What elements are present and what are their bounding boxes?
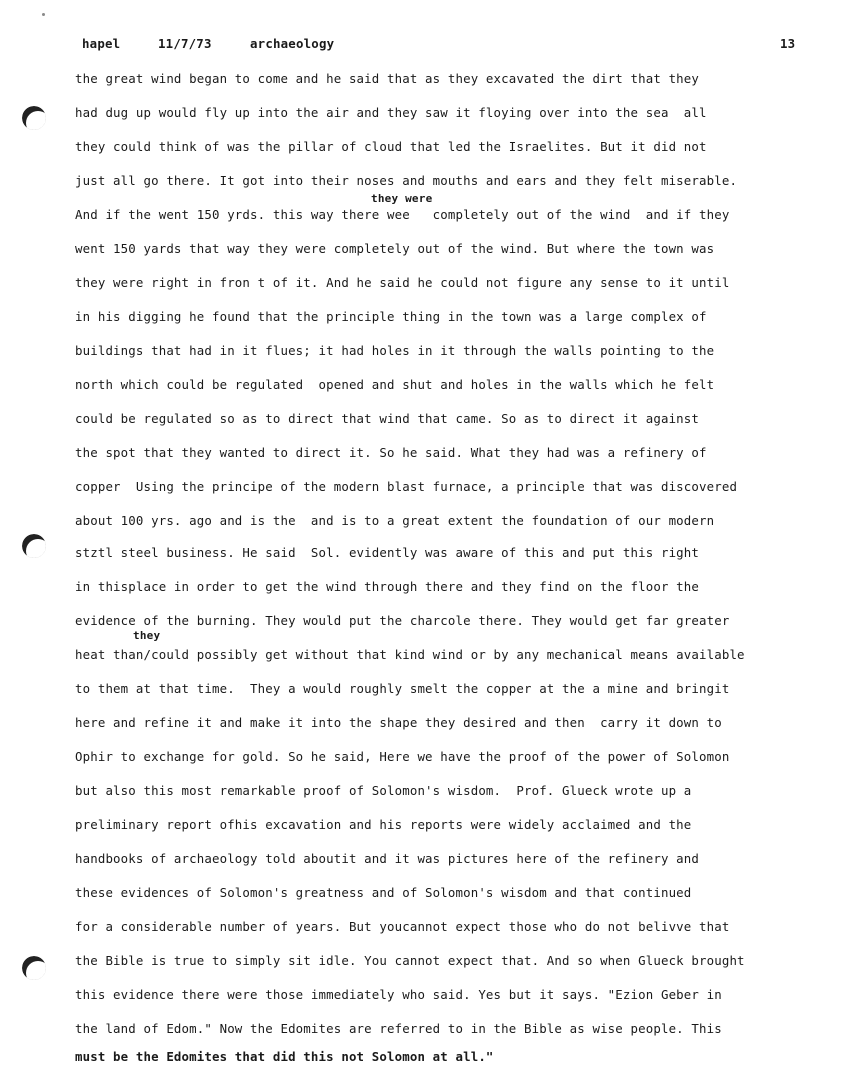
header-subject: archaeology: [250, 36, 335, 51]
header-date: 11/7/73: [158, 36, 212, 51]
text-line: could be regulated so as to direct that wind that came. So as to direct it against: [75, 411, 700, 426]
paper-speck: [42, 13, 45, 16]
text-line: north which could be regulated opened and shut and holes in the walls which he felt: [75, 377, 715, 392]
binder-hole: [22, 106, 46, 130]
interlinear-insertion: they were: [371, 192, 433, 205]
text-line: must be the Edomites that did this not Solomon at all.": [75, 1049, 494, 1064]
text-line: about 100 yrs. ago and is the and is to a great extent the foundation of our modern: [75, 513, 715, 528]
page-number: 13: [780, 36, 796, 51]
text-line: to them at that time. They a would roughly smelt the copper at the a mine and bringit: [75, 681, 730, 696]
text-line: And if the went 150 yrds. this way there wee completely out of the wind and if they: [75, 207, 730, 222]
header-speaker: hapel: [82, 36, 121, 51]
text-line: the great wind began to come and he said that as they excavated the dirt that they: [75, 71, 700, 86]
text-line: the land of Edom." Now the Edomites are referred to in the Bible as wise people. This: [75, 1021, 722, 1036]
text-line: this evidence there were those immediately who said. Yes but it says. "Ezion Geber in: [75, 987, 722, 1002]
text-line: but also this most remarkable proof of Solomon's wisdom. Prof. Glueck wrote up a: [75, 783, 692, 798]
text-line: preliminary report ofhis excavation and his reports were widely acclaimed and the: [75, 817, 692, 832]
text-line: handbooks of archaeology told aboutit and it was pictures here of the refinery and: [75, 851, 700, 866]
text-line: heat than/could possibly get without that kind wind or by any mechanical means available: [75, 647, 745, 662]
text-line: evidence of the burning. They would put the charcole there. They would get far greater: [75, 613, 730, 628]
text-line: went 150 yards that way they were completely out of the wind. But where the town was: [75, 241, 715, 256]
text-line: Ophir to exchange for gold. So he said, Here we have the proof of the power of Solomon: [75, 749, 730, 764]
text-line: in thisplace in order to get the wind through there and they find on the floor the: [75, 579, 700, 594]
text-line: for a considerable number of years. But youcannot expect those who do not belivve that: [75, 919, 730, 934]
text-line: here and refine it and make it into the shape they desired and then carry it down to: [75, 715, 722, 730]
text-line: the Bible is true to simply sit idle. You cannot expect that. And so when Glueck brought: [75, 953, 745, 968]
text-line: had dug up would fly up into the air and they saw it floying over into the sea all: [75, 105, 707, 120]
binder-hole: [22, 534, 46, 558]
text-line: just all go there. It got into their noses and mouths and ears and they felt miserable.: [75, 173, 738, 188]
binder-hole: [22, 956, 46, 980]
text-line: buildings that had in it flues; it had holes in it through the walls pointing to the: [75, 343, 715, 358]
text-line: these evidences of Solomon's greatness and of Solomon's wisdom and that continued: [75, 885, 692, 900]
text-line: stztl steel business. He said Sol. evidently was aware of this and put this right: [75, 545, 700, 560]
interlinear-insertion: they: [133, 629, 161, 642]
page-header: [0, 36, 841, 56]
text-line: they were right in fron t of it. And he said he could not figure any sense to it until: [75, 275, 730, 290]
text-line: they could think of was the pillar of cloud that led the Israelites. But it did not: [75, 139, 707, 154]
text-line: copper Using the principe of the modern blast furnace, a principle that was discovered: [75, 479, 738, 494]
text-line: in his digging he found that the principle thing in the town was a large complex of: [75, 309, 707, 324]
text-line: the spot that they wanted to direct it. So he said. What they had was a refinery of: [75, 445, 707, 460]
